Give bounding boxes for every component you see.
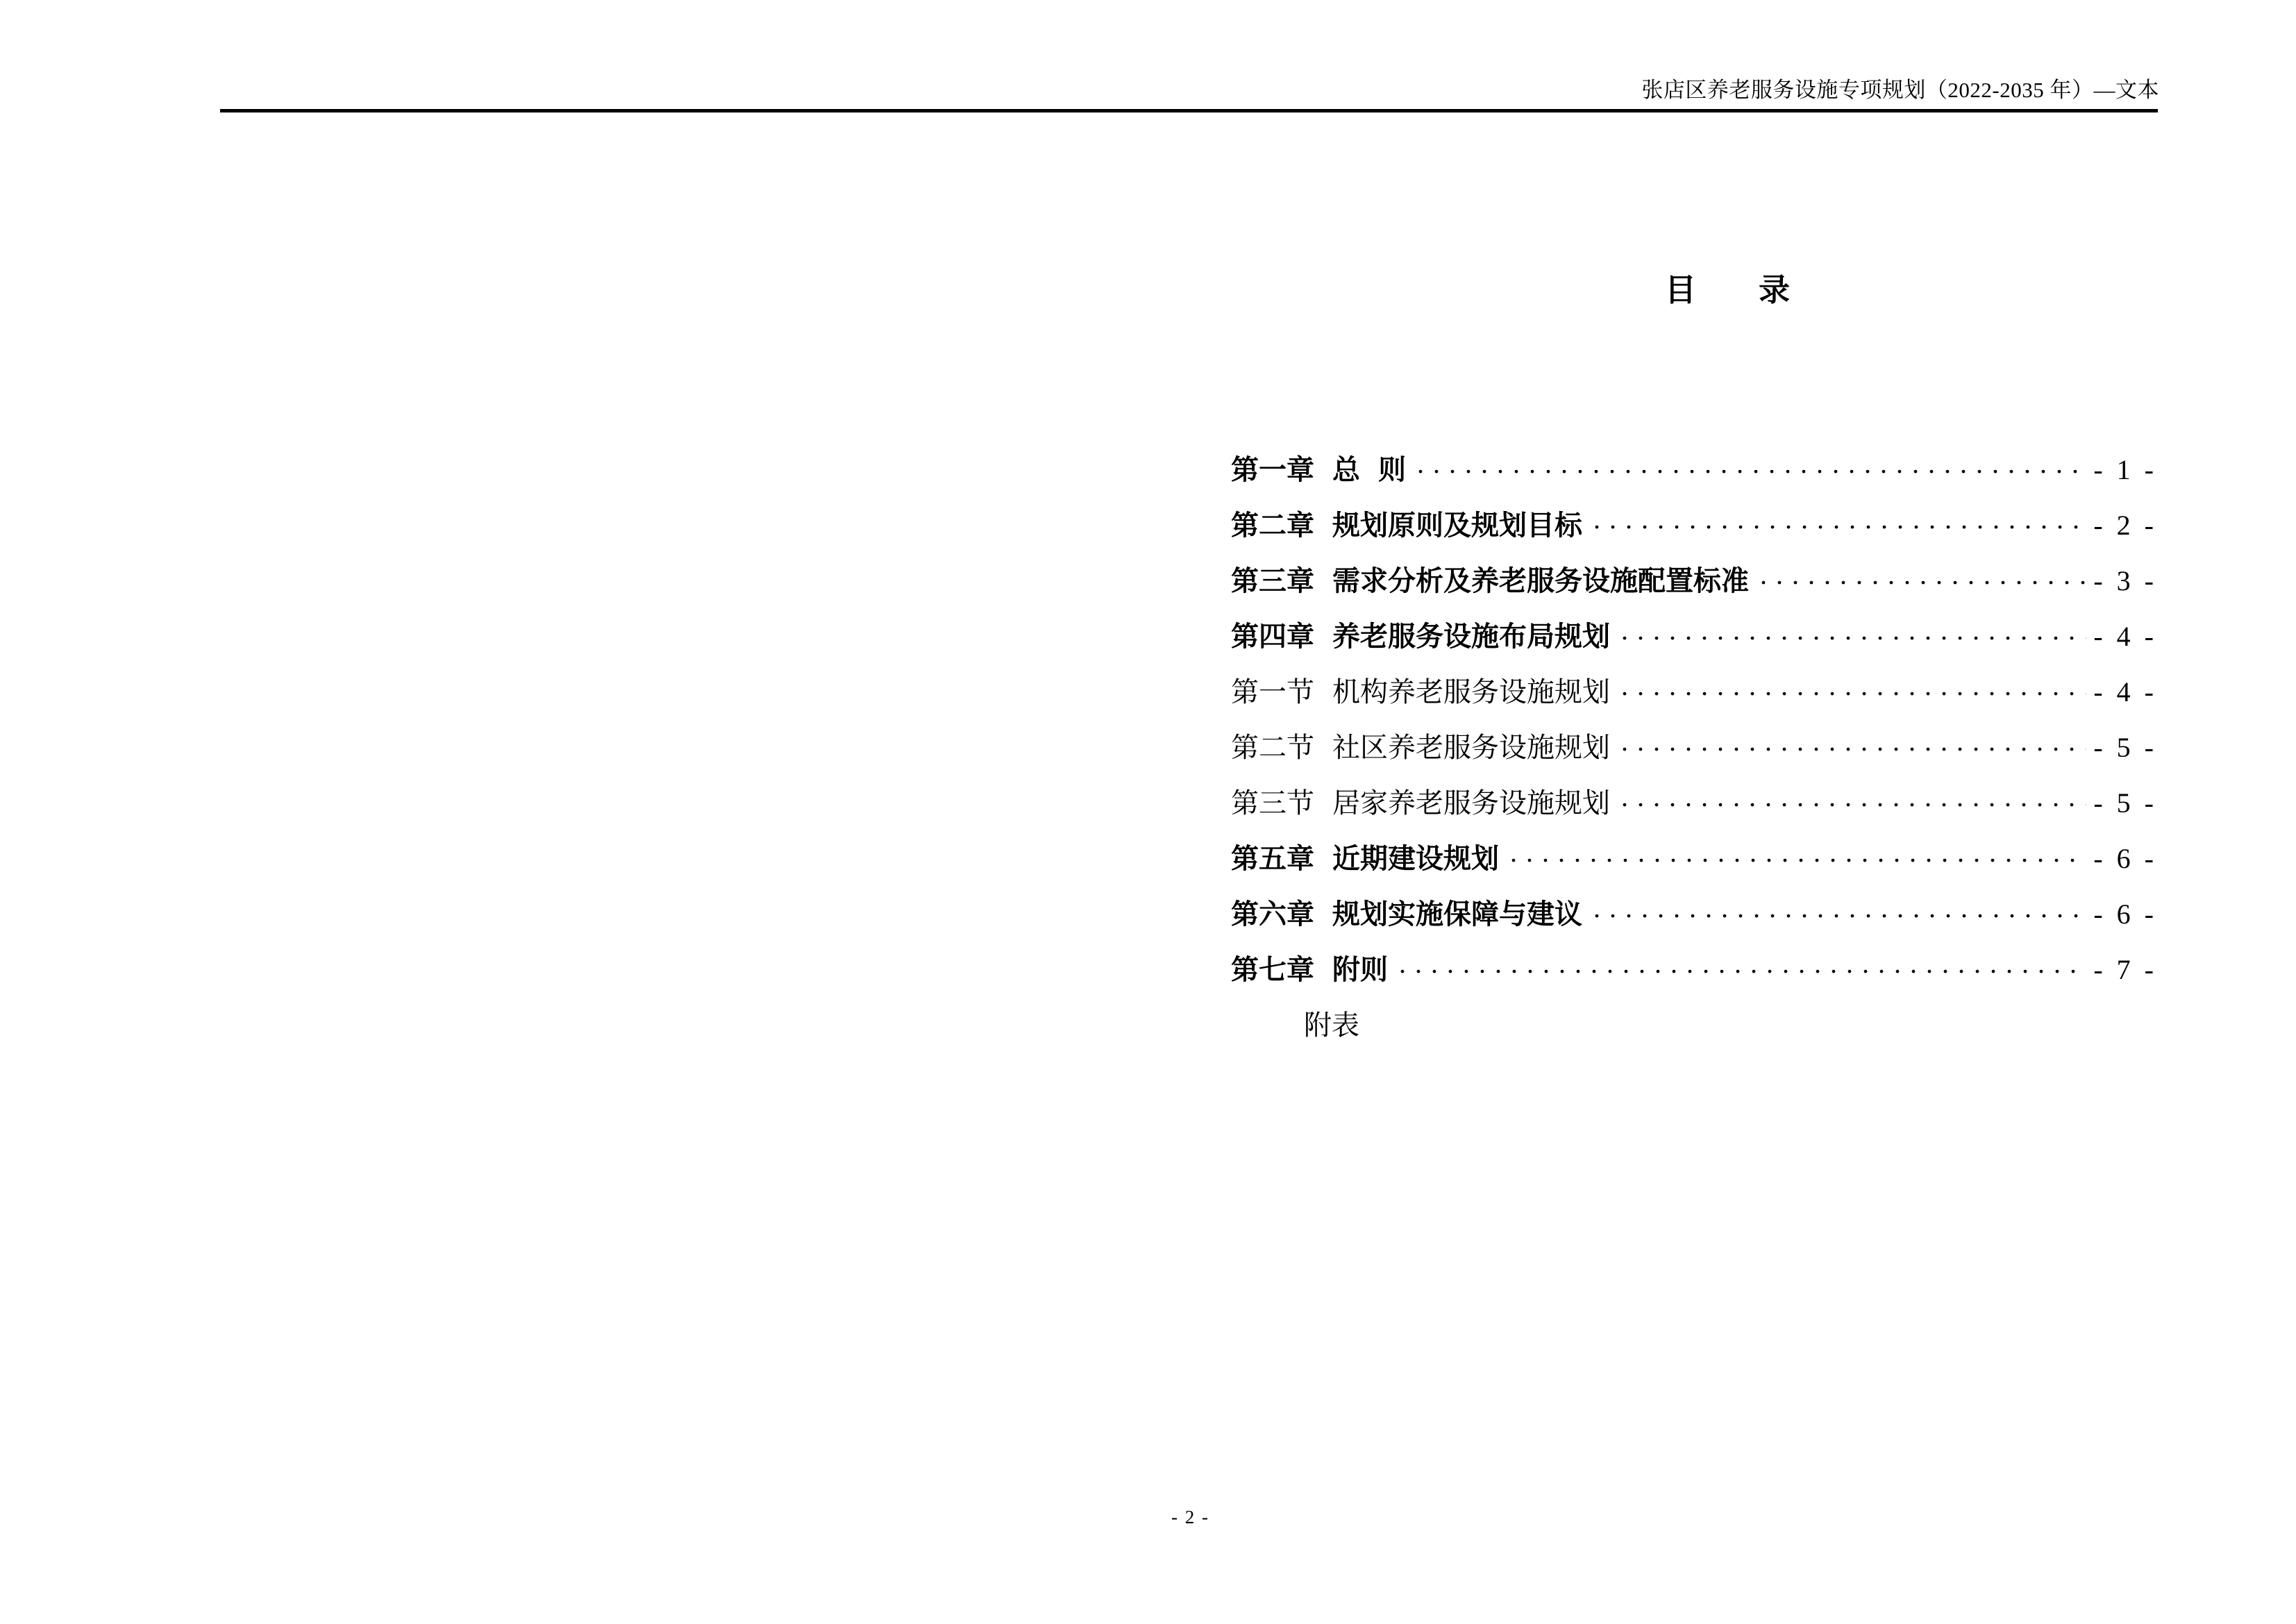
- toc-entry-label: 第一节 机构养老服务设施规划: [1231, 676, 1610, 708]
- dot-leader: [1621, 664, 2086, 720]
- toc-page-number: - 5 -: [2093, 732, 2156, 763]
- toc-page-number: - 6 -: [2093, 898, 2156, 930]
- toc-entry-chapter-6: [1231, 887, 2156, 942]
- toc-page-number: - 4 -: [2093, 676, 2156, 708]
- toc-entry-chapter-7: [1231, 942, 2156, 998]
- toc-entry-section-3: [1231, 776, 2156, 831]
- toc-entry-section-2: [1231, 720, 2156, 776]
- footer-page-number: - 2 -: [1171, 1507, 1209, 1527]
- toc-page-number: - 3 -: [2093, 565, 2156, 596]
- dot-leader: [1510, 831, 2086, 887]
- toc-entry-attachment: [1231, 998, 2156, 1053]
- dot-leader: [1417, 442, 2086, 498]
- toc-page-number: - 5 -: [2093, 787, 2156, 819]
- dot-leader: [1621, 609, 2086, 664]
- toc-entry-label: 第六章 规划实施保障与建议: [1231, 898, 1582, 930]
- dot-leader: [1760, 553, 2086, 609]
- dot-leader: [1621, 720, 2086, 776]
- toc-entry-chapter-3: [1231, 553, 2156, 609]
- header-divider-rule: [220, 109, 2158, 112]
- dot-leader: [1593, 887, 2086, 942]
- toc-page-number: - 6 -: [2093, 843, 2156, 874]
- toc-page-number: - 1 -: [2093, 454, 2156, 485]
- dot-leader: [1399, 942, 2086, 998]
- toc-page-number: - 4 -: [2093, 621, 2156, 652]
- toc-entry-chapter-2: [1231, 498, 2156, 553]
- toc-entry-label: 第五章 近期建设规划: [1231, 843, 1499, 874]
- toc-entry-label: 第一章 总 则: [1231, 454, 1406, 485]
- toc-entry-label: 第二章 规划原则及规划目标: [1231, 510, 1582, 541]
- toc-entry-chapter-5: [1231, 831, 2156, 887]
- toc-page-title: 目 录: [1665, 273, 1791, 308]
- toc-page-number: - 2 -: [2093, 510, 2156, 541]
- toc-entry-label: 第七章 附则: [1231, 954, 1388, 985]
- dot-leader: [1593, 498, 2086, 553]
- toc-entry-chapter-4: [1231, 609, 2156, 664]
- dot-leader: [1621, 776, 2086, 831]
- toc-entry-chapter-1: [1231, 442, 2156, 498]
- toc-entry-label: 附表: [1304, 1010, 1359, 1041]
- toc-page-number: - 7 -: [2093, 954, 2156, 985]
- toc-entry-label: 第三章 需求分析及养老服务设施配置标准: [1231, 565, 1749, 596]
- toc-entry-label: 第四章 养老服务设施布局规划: [1231, 621, 1610, 652]
- toc-entry-section-1: [1231, 664, 2156, 720]
- running-header-text: 张店区养老服务设施专项规划（2022-2035 年）—文本: [1641, 78, 2159, 102]
- toc-list: [1231, 442, 2156, 1053]
- toc-entry-label: 第二节 社区养老服务设施规划: [1231, 732, 1610, 763]
- toc-entry-label: 第三节 居家养老服务设施规划: [1231, 787, 1610, 819]
